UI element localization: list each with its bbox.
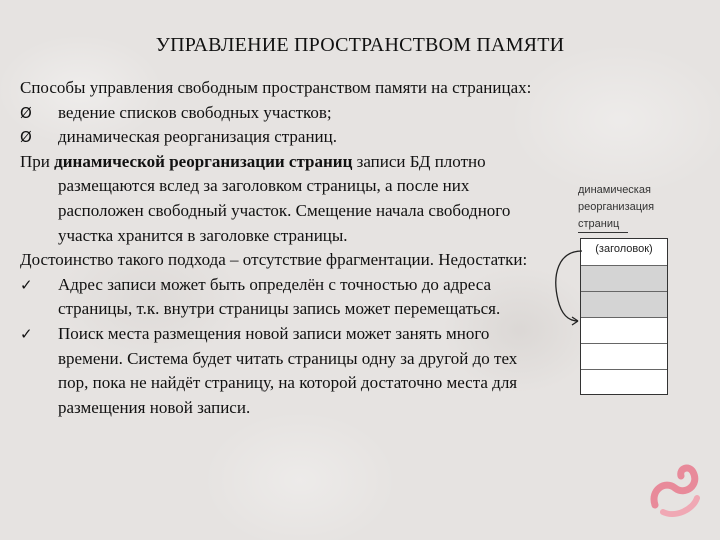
slide-body — [20, 76, 550, 420]
method-text-1: ведение списков свободных участков; — [58, 102, 332, 122]
free-row-3 — [581, 369, 667, 395]
slide-title: УПРАВЛЕНИЕ ПРОСТРАНСТВОМ ПАМЯТИ — [155, 34, 565, 56]
record-row-1 — [581, 265, 667, 291]
method-text-2: динамическая реорганизация страниц. — [58, 127, 337, 147]
page-diagram — [580, 238, 668, 395]
record-row-2 — [581, 291, 667, 317]
arrow-bullet-icon: Ø — [20, 103, 32, 122]
free-row-1 — [581, 317, 667, 343]
page-header-cell: (заголовок) — [595, 243, 653, 255]
reorg-paragraph — [20, 150, 550, 248]
figure-label: динамическая реорганизация страниц — [578, 184, 655, 230]
drawback-text-2: Поиск места размещения новой записи может занять много времени. Система будет читать страницы одну за другой до тех пор, пока не найдёт страницу, на которой достаточно места для размещения новой записи. — [58, 323, 518, 417]
decorative-ribbon-icon — [645, 460, 705, 520]
label-underline — [578, 232, 628, 233]
reorg-description: записи БД плотно размещаются вслед за заголовком страницы, а после них расположен свободный участок. Смещение начала свободного участка хранится в заголовке страницы. — [58, 151, 511, 245]
drawback-item-1 — [20, 273, 550, 322]
method-item-1 — [20, 101, 550, 126]
intro-paragraph: Способы управления свободным пространством памяти на страницах: — [20, 78, 532, 97]
drawback-item-2 — [20, 322, 550, 420]
method-item-2 — [20, 125, 550, 150]
free-row-2 — [581, 343, 667, 369]
check-bullet-icon: ✓ — [20, 324, 33, 343]
advantage-paragraph: Достоинство такого подхода – отсутствие фрагментации. Недостатки: — [20, 250, 528, 270]
arrow-bullet-icon: Ø — [20, 128, 32, 147]
reorg-term: динамической реорганизации страниц — [54, 151, 353, 171]
reorg-prefix: При — [20, 151, 55, 171]
offset-arrow-icon — [550, 245, 590, 335]
drawback-text-1: Адрес записи может быть определён с точностью до адреса страницы, т.к. внутри страницы запись может перемещаться. — [58, 274, 501, 319]
check-bullet-icon: ✓ — [20, 275, 33, 294]
